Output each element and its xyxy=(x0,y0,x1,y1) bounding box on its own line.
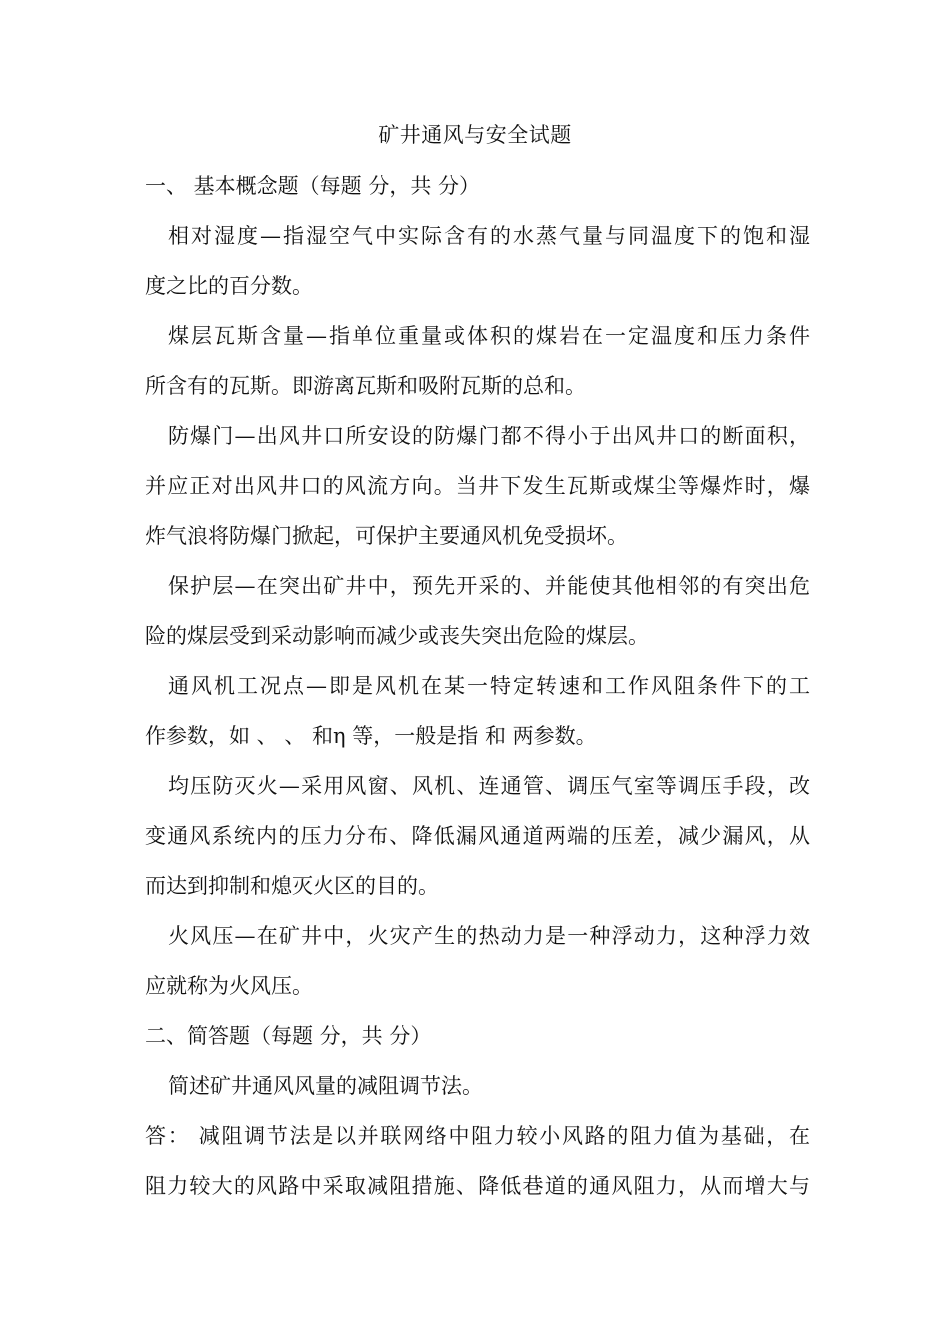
paragraph-line: 炸气浪将防爆门掀起，可保护主要通风机免受损坏。 xyxy=(145,524,628,548)
paragraph-line: 而达到抑制和熄灭火区的目的。 xyxy=(145,874,439,898)
answer-line: 阻力较大的风路中采取减阻措施、降低巷道的通风阻力，从而增大与 xyxy=(145,1174,810,1198)
paragraph-line: 均压防灭火—采用风窗、风机、连通管、调压气室等调压手段，改 xyxy=(168,774,810,798)
paragraph-line: 火风压—在矿井中，火灾产生的热动力是一种浮动力，这种浮力效 xyxy=(168,924,810,948)
paragraph-line: 度之比的百分数。 xyxy=(145,274,313,298)
question-text: 简述矿井通风风量的减阻调节法。 xyxy=(168,1074,483,1098)
paragraph-line: 防爆门—出风井口所安设的防爆门都不得小于出风井口的断面积， xyxy=(168,424,810,448)
paragraph-line: 并应正对出风井口的风流方向。当井下发生瓦斯或煤尘等爆炸时，爆 xyxy=(145,474,810,498)
section-heading-short-answer: 二、简答题（每题 分，共 分） xyxy=(145,1024,432,1048)
document-title: 矿井通风与安全试题 xyxy=(378,123,572,147)
answer-line: 答： 减阻调节法是以并联网络中阻力较小风路的阻力值为基础，在 xyxy=(145,1124,810,1148)
paragraph-line: 所含有的瓦斯。即游离瓦斯和吸附瓦斯的总和。 xyxy=(145,374,586,398)
paragraph-line: 应就称为火风压。 xyxy=(145,974,313,998)
paragraph-line: 变通风系统内的压力分布、降低漏风通道两端的压差，减少漏风，从 xyxy=(145,824,810,848)
paragraph-line: 相对湿度—指湿空气中实际含有的水蒸气量与同温度下的饱和湿 xyxy=(168,224,810,248)
paragraph-line: 作参数，如 、 、 和η 等，一般是指 和 两参数。 xyxy=(145,724,597,748)
paragraph-line: 煤层瓦斯含量—指单位重量或体积的煤岩在一定温度和压力条件 xyxy=(168,324,810,348)
paragraph-line: 通风机工况点—即是风机在某一特定转速和工作风阻条件下的工 xyxy=(168,674,810,698)
paragraph-line: 险的煤层受到采动影响而减少或丧失突出危险的煤层。 xyxy=(145,624,649,648)
paragraph-line: 保护层—在突出矿井中，预先开采的、并能使其他相邻的有突出危 xyxy=(168,574,810,598)
section-heading-basic-concepts: 一、 基本概念题（每题 分，共 分） xyxy=(145,174,481,198)
